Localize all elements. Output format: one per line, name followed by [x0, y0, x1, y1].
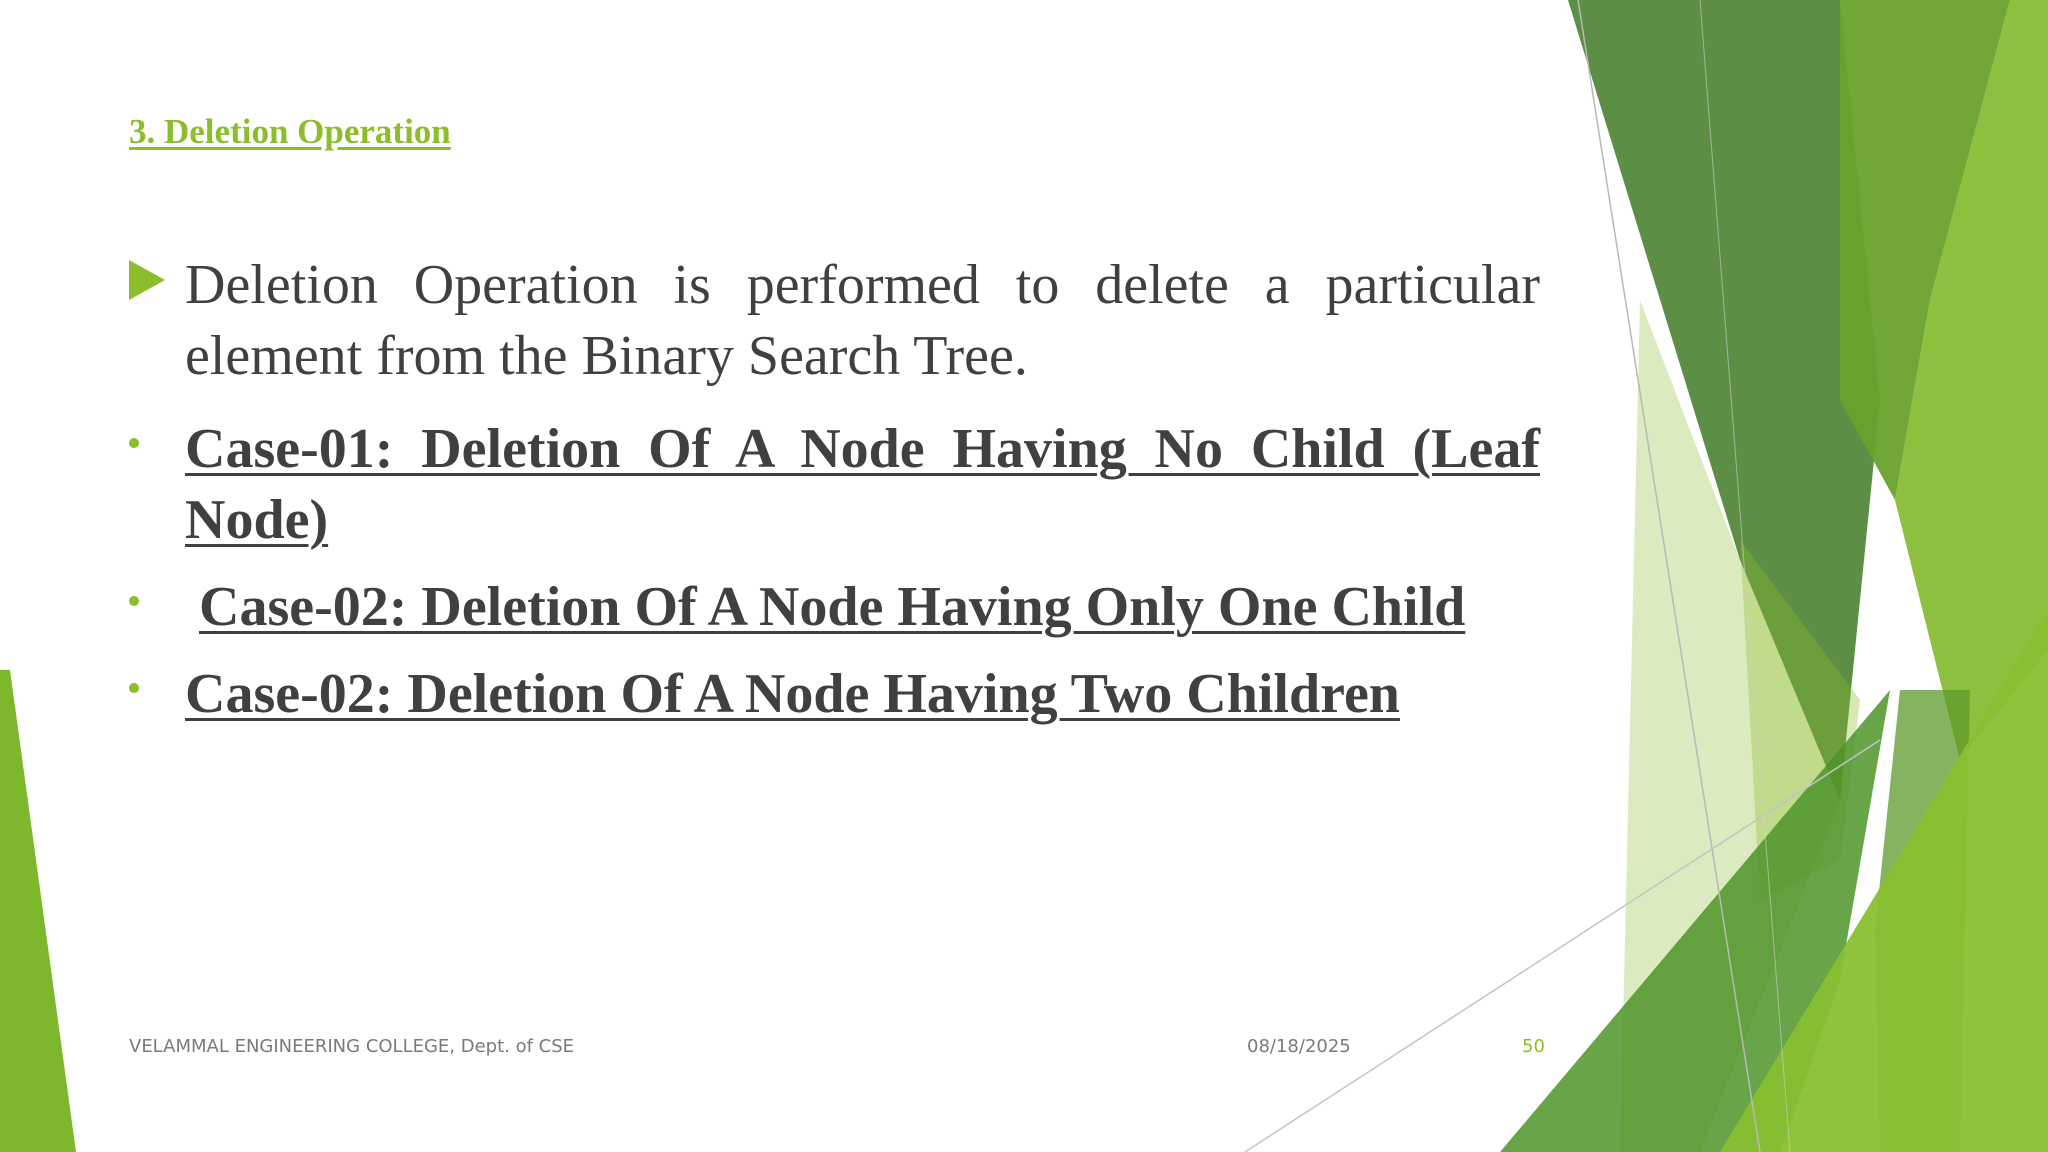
intro-text: Deletion Operation is performed to delete a particular element from the Binary Search Tree. [185, 254, 1540, 387]
dot-bullet-icon [129, 596, 139, 606]
dot-bullet-icon [129, 683, 139, 693]
footer-college: VELAMMAL ENGINEERING COLLEGE, Dept. of CSE [129, 1036, 575, 1057]
case-bullet-3 [129, 659, 1540, 730]
dot-bullet-icon [129, 438, 139, 448]
footer-date: 08/18/2025 [1247, 1036, 1351, 1057]
triangle-bullet-icon [129, 260, 165, 300]
case-text-3: Case-02: Deletion Of A Node Having Two Children [185, 663, 1400, 725]
case-bullet-1 [129, 414, 1540, 556]
bullet-list [129, 250, 1540, 746]
intro-bullet [129, 250, 1540, 392]
case-bullet-2 [129, 572, 1540, 643]
slide-title: 3. Deletion Operation [129, 112, 451, 151]
page-number: 50 [1522, 1036, 1545, 1057]
case-text-1: Case-01: Deletion Of A Node Having No Child (Leaf Node) [185, 418, 1540, 551]
case-text-2: Case-02: Deletion Of A Node Having Only One Child [199, 576, 1466, 638]
